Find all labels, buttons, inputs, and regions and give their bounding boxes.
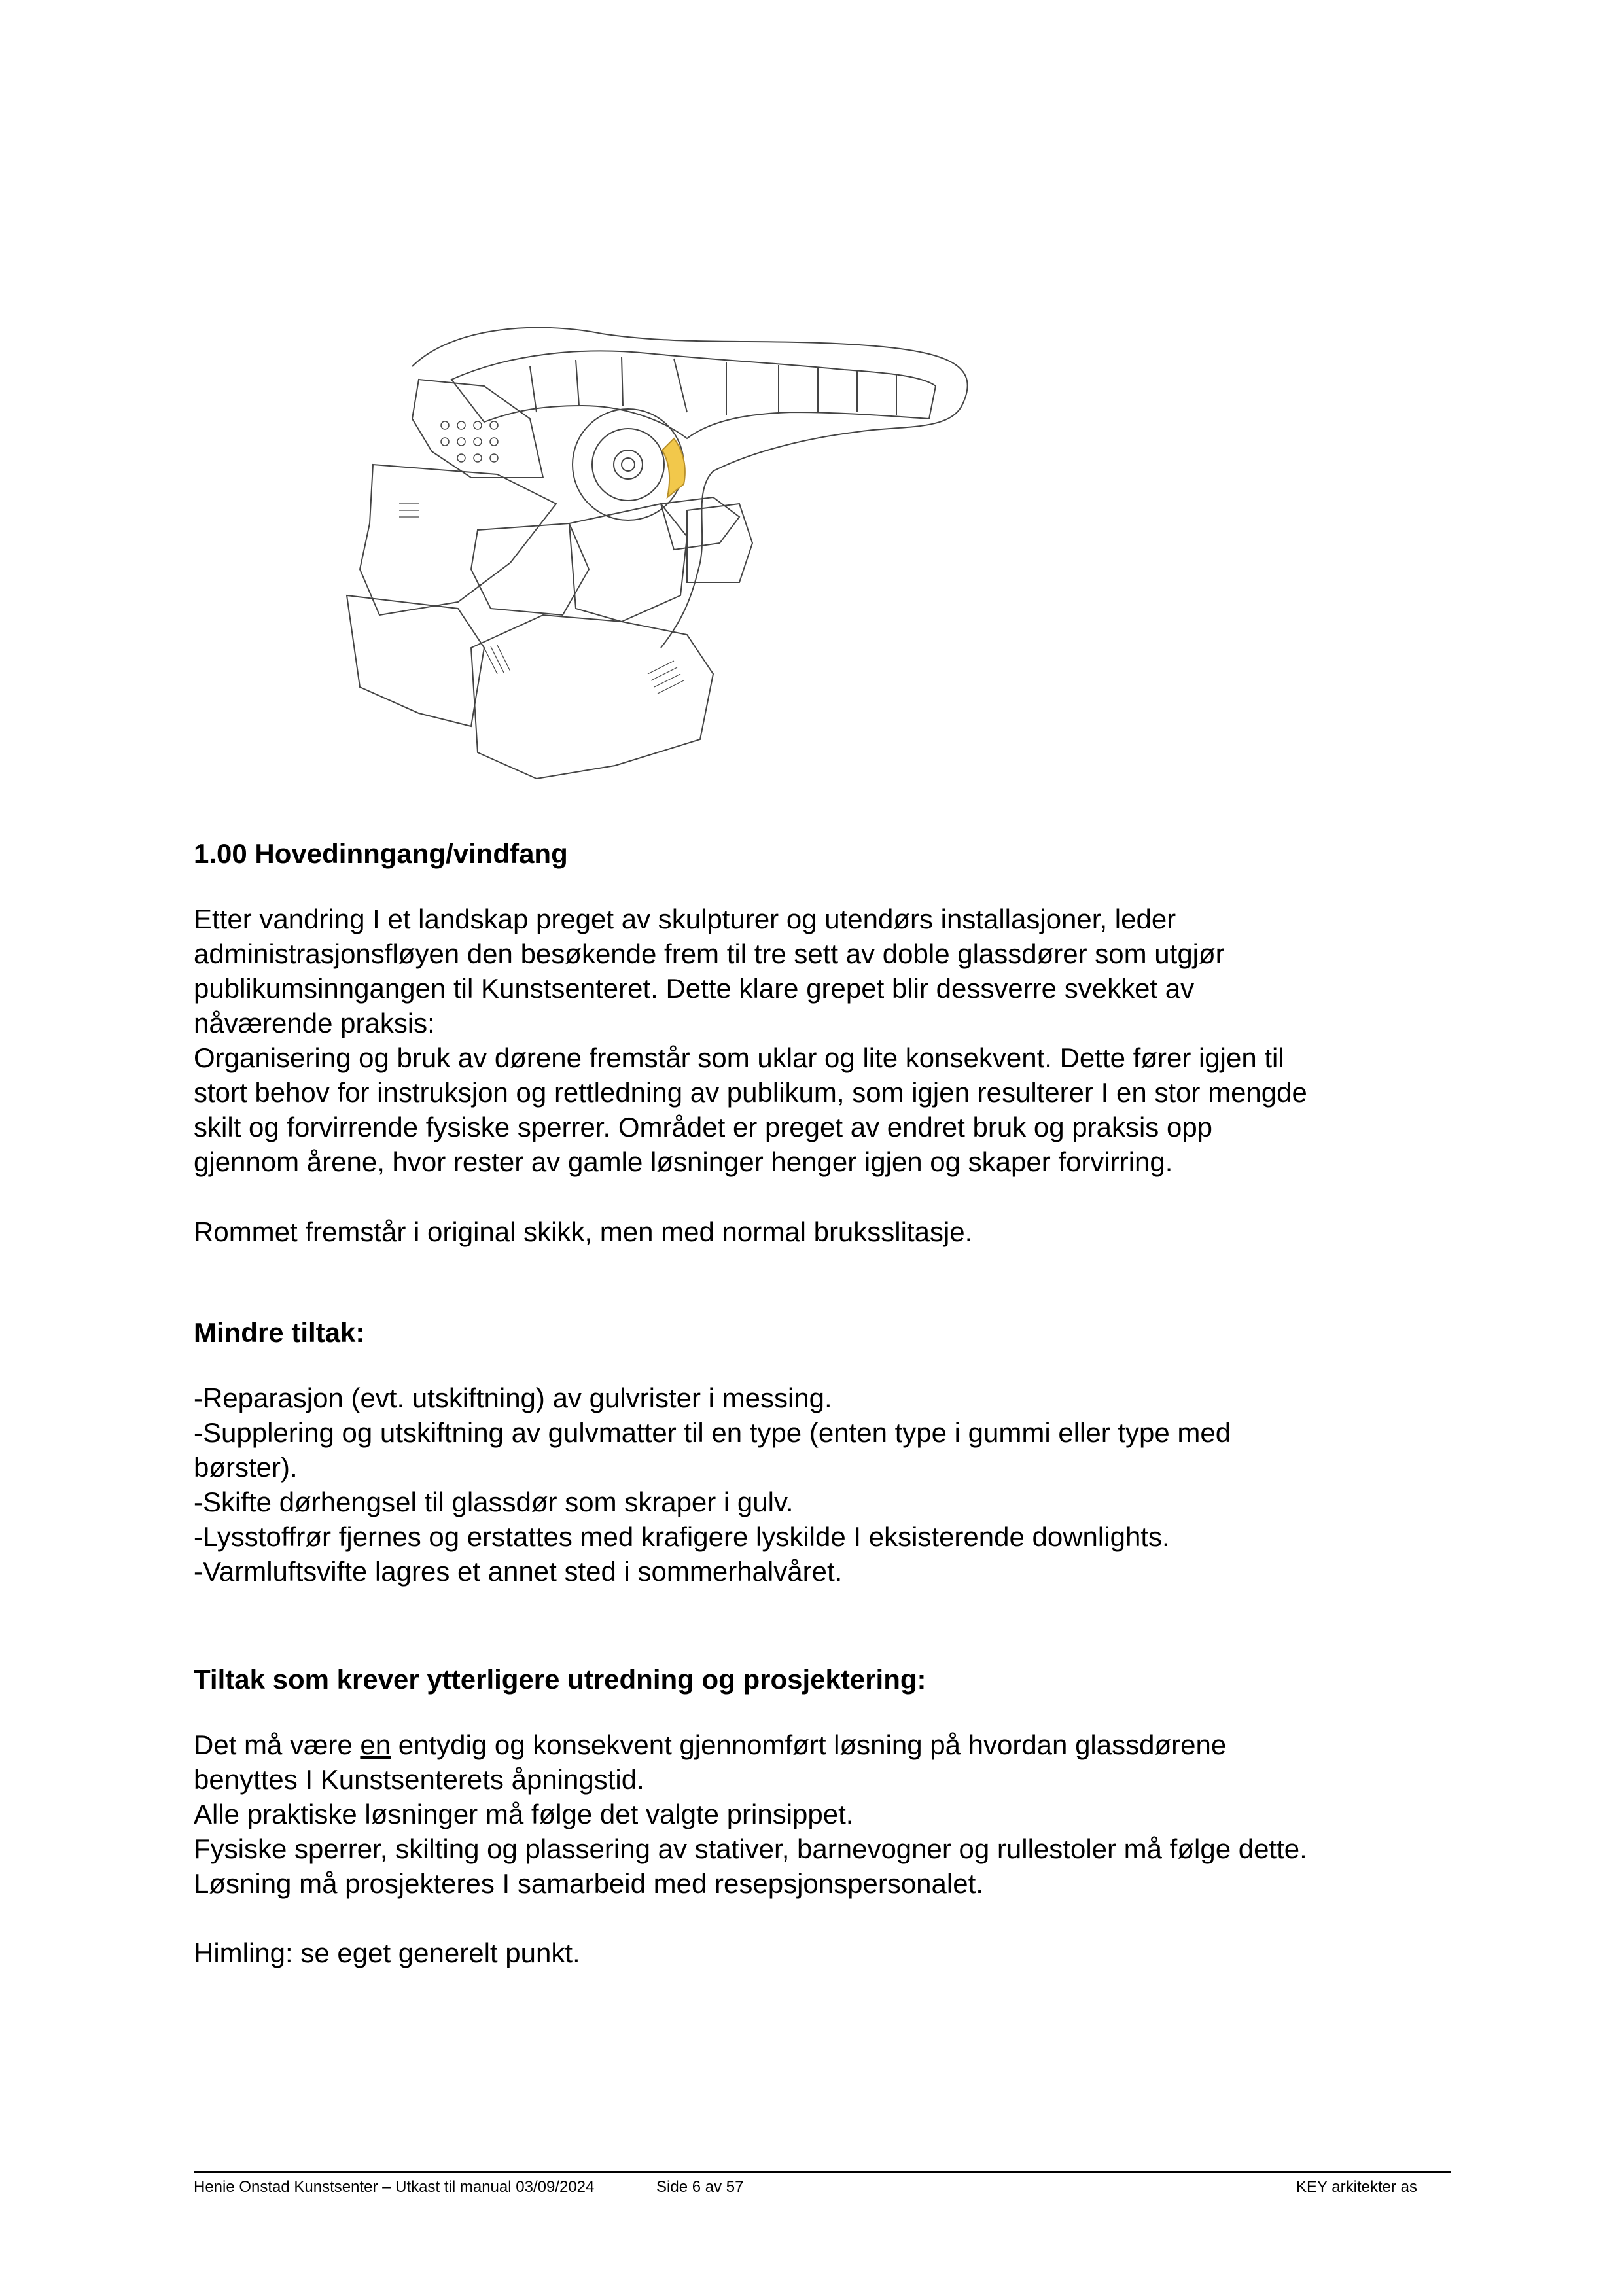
minor-measures-list [194, 1381, 1437, 1589]
plan-site-contour [412, 328, 968, 648]
paragraph-line: nåværende praksis: [194, 1008, 435, 1038]
footer-rule [194, 2171, 1451, 2173]
minor-measures-heading: Mindre tiltak: [194, 1317, 365, 1348]
underlined-word: en [360, 1729, 391, 1760]
minor-measures [194, 1315, 1437, 1350]
further-line-start: Det må være [194, 1729, 361, 1760]
footer-page-number: Side 6 av 57 [656, 2178, 744, 2196]
further-measures [194, 1662, 1437, 1697]
paragraph-line: gjennom årene, hvor rester av gamle løsninger henger igjen og skaper forvirring. [194, 1146, 1173, 1177]
plan-admin-wing [451, 351, 936, 438]
plan-gallery-south-west [347, 595, 484, 726]
floor-plan-drawing [321, 308, 1001, 805]
paragraph-line: administrasjonsfløyen den besøkende frem til tre sett av doble glassdører som utgjør [194, 938, 1225, 969]
condition-text: Rommet fremstår i original skikk, men med normal bruksslitasje. [194, 1216, 973, 1247]
section-heading: 1.00 Hovedinngang/vindfang [194, 838, 568, 869]
list-item: -Varmluftsvifte lagres et annet sted i sommerhalvåret. [194, 1556, 843, 1587]
paragraph-line: publikumsinngangen til Kunstsenteret. Dette klare grepet blir dessverre svekket av [194, 973, 1195, 1004]
ceiling-note [194, 1935, 1437, 1970]
ceiling-text: Himling: se eget generelt punkt. [194, 1937, 580, 1968]
further-measures-body [194, 1727, 1437, 1901]
list-item: børster). [194, 1452, 298, 1483]
further-measures-heading: Tiltak som krever ytterligere utredning og prosjektering: [194, 1664, 926, 1695]
plan-cafe [412, 380, 543, 478]
section-paragraph [194, 902, 1437, 1179]
paragraph-line: stort behov for instruksjon og rettledning av publikum, som igjen resulterer I en stor mengde [194, 1077, 1307, 1108]
further-line: Alle praktiske løsninger må følge det valgte prinsippet. [194, 1799, 854, 1829]
list-item: -Supplering og utskiftning av gulvmatter til en type (enten type i gummi eller type med [194, 1417, 1231, 1448]
list-item: -Reparasjon (evt. utskiftning) av gulvrister i messing. [194, 1383, 832, 1413]
footer-right: KEY arkitekter as [1296, 2178, 1417, 2196]
further-line: Fysiske sperrer, skilting og plassering av stativer, barnevogner og rullestoler må følge dette. [194, 1833, 1307, 1864]
further-line [194, 1727, 1437, 1762]
condition-note [194, 1214, 1437, 1249]
paragraph-line: Organisering og bruk av dørene fremstår som uklar og lite konsekvent. Dette fører igjen til [194, 1042, 1284, 1073]
plan-gallery-west [360, 465, 556, 615]
list-item: -Skifte dørhengsel til glassdør som skraper i gulv. [194, 1487, 794, 1517]
plan-gallery-large [471, 615, 713, 779]
paragraph-line: Etter vandring I et landskap preget av skulpturer og utendørs installasjoner, leder [194, 904, 1176, 934]
footer-left: Henie Onstad Kunstsenter – Utkast til manual 03/09/2024 [194, 2178, 595, 2196]
section-main [194, 836, 1437, 871]
plan-gallery-mid [569, 504, 687, 622]
further-line: benyttes I Kunstsenterets åpningstid. [194, 1764, 644, 1795]
paragraph-line: skilt og forvirrende fysiske sperrer. Området er preget av endret bruk og praksis opp [194, 1112, 1213, 1142]
list-item: -Lysstoffrør fjernes og erstattes med krafigere lyskilde I eksisterende downlights. [194, 1521, 1170, 1552]
further-line: Løsning må prosjekteres I samarbeid med resepsjonspersonalet. [194, 1868, 983, 1899]
further-line-end: entydig og konsekvent gjennomført løsning på hvordan glassdørene [391, 1729, 1227, 1760]
